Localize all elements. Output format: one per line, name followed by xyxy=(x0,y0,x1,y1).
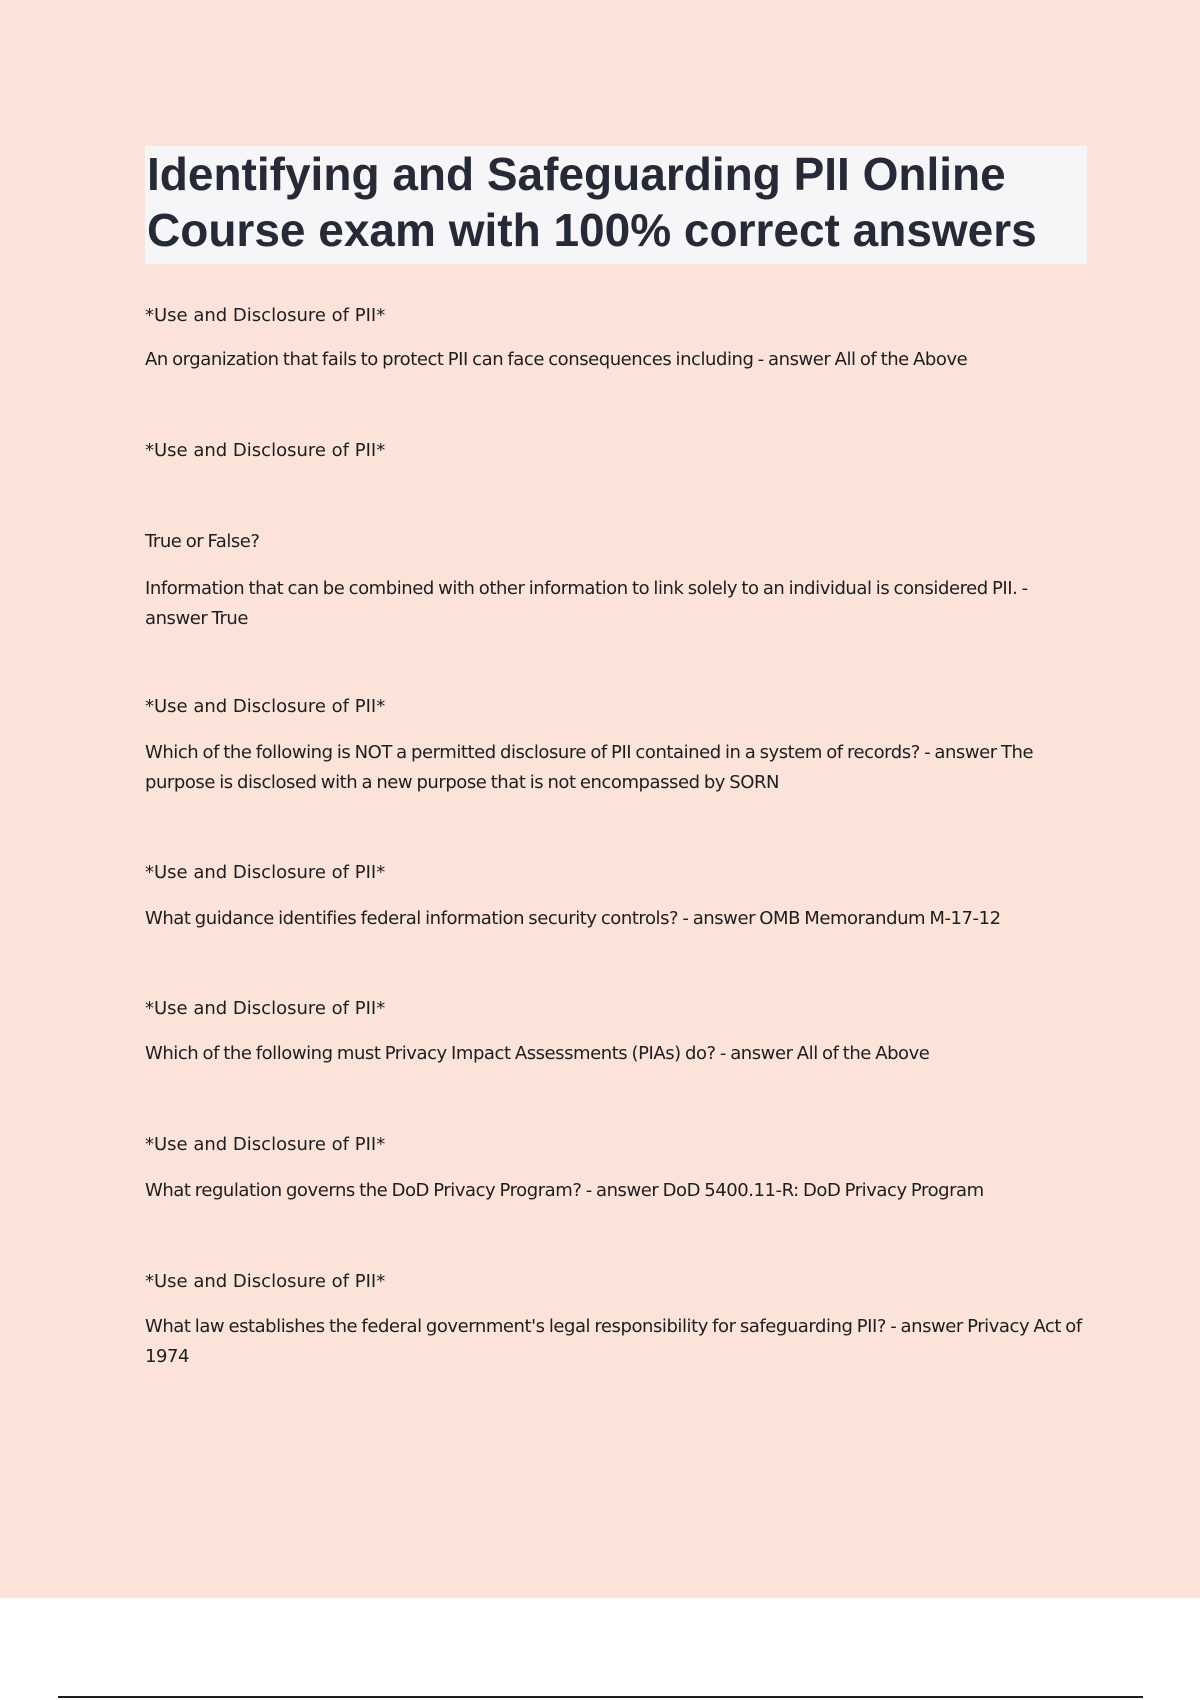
section-heading: *Use and Disclosure of PII* xyxy=(145,1134,386,1155)
section-heading: *Use and Disclosure of PII* xyxy=(145,1271,386,1292)
footer-divider xyxy=(58,1696,1143,1698)
document-title: Identifying and Safeguarding PII Online Course exam with 100% correct answers xyxy=(145,146,1087,264)
question-answer: Information that can be combined with other information to link solely to an individual is considered PII. - answer True xyxy=(145,578,1028,629)
section-heading: *Use and Disclosure of PII* xyxy=(145,440,386,461)
section-heading: *Use and Disclosure of PII* xyxy=(145,305,386,326)
section-heading: *Use and Disclosure of PII* xyxy=(145,696,386,717)
section-heading: *Use and Disclosure of PII* xyxy=(145,862,386,883)
question-answer: What guidance identifies federal information security controls? - answer OMB Memorandum M-17-12 xyxy=(145,908,1001,929)
question-answer: Which of the following must Privacy Impact Assessments (PIAs) do? - answer All of the Above xyxy=(145,1043,930,1064)
question-answer: Which of the following is NOT a permitted disclosure of PII contained in a system of records? - answer The purpose is disclosed with a new purpose that is not encompassed by SORN xyxy=(145,742,1034,793)
question-answer: An organization that fails to protect PII can face consequences including - answer All of the Above xyxy=(145,349,968,370)
question-answer: What law establishes the federal government's legal responsibility for safeguarding PII? - answer Privacy Act of 1974 xyxy=(145,1316,1082,1367)
question-answer: What regulation governs the DoD Privacy Program? - answer DoD 5400.11-R: DoD Privacy Program xyxy=(145,1180,984,1201)
section-heading: *Use and Disclosure of PII* xyxy=(145,998,386,1019)
question-prompt: True or False? xyxy=(145,531,260,552)
